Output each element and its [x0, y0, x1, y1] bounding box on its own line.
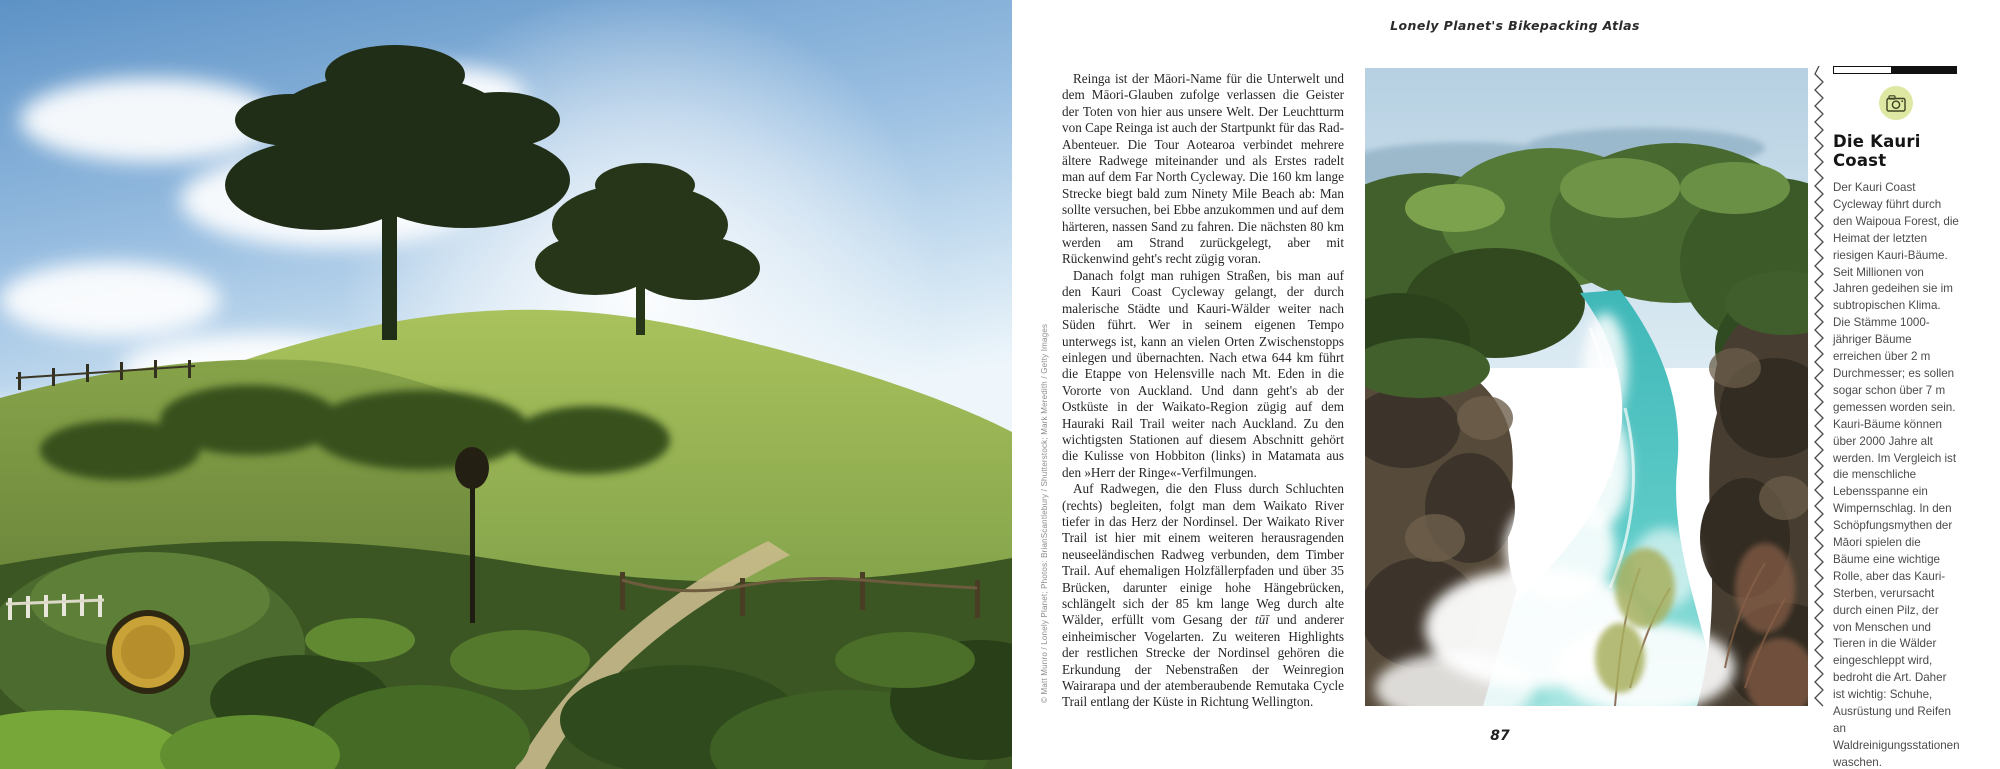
- paragraph-2: Danach folgt man ruhigen Straßen, bis man auf den Kauri Coast Cycleway gelangt, der durch malerische Städte und Kauri-Wälder weiter nach Süden führt. Wer in seinem eigenen Tempo unterwegs ist, kann an vielen Orten Zwischenstopps einlegen und übernachten. Nach etwa 644 km führt die Etappe von Helensville nach Mt. Eden in die Vororte von Auckland. Und dann geht's ab der Ostküste in der Waikato-Region zügig auf dem Hauraki Rail Trail weiter nach Auckland. Zu den wichtigsten Stationen auf diesem Abschnitt gehört die Kulisse von Hobbiton (links) in Matamata aus den »Herr der Ringe«-Verfilmungen.: [1062, 267, 1344, 480]
- difficulty-gauge: [1833, 66, 1957, 74]
- paragraph-3-text: Auf Radwegen, die den Fluss durch Schluchten (rechts) begleiten, folgt man dem Waikato River tiefer in das Herz der Nordinsel. Der Waikato River Trail ist hier mit einem weiteren herausragenden neuseeländischen Radweg verbunden, dem Timber Trail. Auf ehemaligen Holzfällerpfaden und über 35 Brücken, darunter einige hohe Hängebrücken, schlängelt sich der 85 km lange Weg durch alte Wälder, erfüllt vom Gesang der: [1062, 481, 1344, 628]
- sidebar-title: Die Kauri Coast: [1833, 132, 1921, 170]
- photo-credit: © Matt Munro / Lonely Planet; Photos: BrianScantlebury / Shutterstock; Mark Meredith / Getty Images: [1040, 323, 1049, 703]
- page-number: 87: [1490, 728, 1510, 744]
- camera-icon: [1886, 95, 1906, 112]
- paragraph-3-italic-word: tūī: [1255, 612, 1269, 628]
- difficulty-gauge-fill: [1891, 67, 1956, 73]
- river-photo-art: [1365, 68, 1808, 706]
- article-text: [1062, 71, 1344, 711]
- waikato-river-photo: [1365, 68, 1808, 706]
- paragraph-3-text-cont: und anderer einheimischer Vogelarten. Zu weiteren Highlights der restlichen Strecke der Nordinsel gehören die Erkundung der Nebenstraßen der Weinregion Wairarapa und der atemberaubende Remutaka Cycle Trail entlang der Küste in Richtung Wellington.: [1062, 612, 1344, 710]
- paragraph-1: Reinga ist der Māori-Name für die Unterwelt und dem Māori-Glauben zufolge verlassen die Geister der Toten von hier aus unsere Welt. Der Leuchtturm von Cape Reinga ist auch der Startpunkt für das Rad-Abenteuer. Die Tour Aotearoa verbindet mehrere ältere Radwege miteinander und als Erstes radelt man auf dem Far North Cycleway. Die 160 km lange Strecke biegt bald zum Ninety Mile Beach ab: Man sollte versuchen, bei Ebbe anzukommen und auf dem härteren, nassen Sand zu fahren. Die nächsten 80 km werden am Strand zurückgelegt, aber mit Rückenwind geht's recht zügig voran.: [1062, 71, 1344, 267]
- running-header: Lonely Planet's Bikepacking Atlas: [1390, 18, 1640, 33]
- camera-icon-badge: [1879, 86, 1913, 120]
- zigzag-divider: [1813, 66, 1825, 708]
- sidebar-body: Der Kauri Coast Cycleway führt durch den Waipoua Forest, die Heimat der letzten riesigen Kauri-Bäume. Seit Millionen von Jahren gedeihen sie im subtropischen Klima. Die Stämme 1000-jähriger Bäume erreichen über 2 m Durchmesser; es sollen sogar schon über 7 m gemessen worden sein. Kauri-Bäume können über 2000 Jahre alt werden. Im Vergleich ist die menschliche Lebensspanne ein Wimpernschlag. In den Schöpfungsmythen der Māori spielen die Bäume eine wichtige Rolle, aber das Kauri-Sterben, verursacht durch einen Pilz, der von Menschen und Tieren in die Wälder eingeschleppt wird, bedroht die Art. Daher ist wichtig: Schuhe, Ausrüstung und Reifen an Waldreinigungsstationen waschen.: [1833, 181, 1960, 769]
- sidebar-kauri-coast: [1833, 66, 1959, 769]
- paragraph-3: [1062, 481, 1344, 711]
